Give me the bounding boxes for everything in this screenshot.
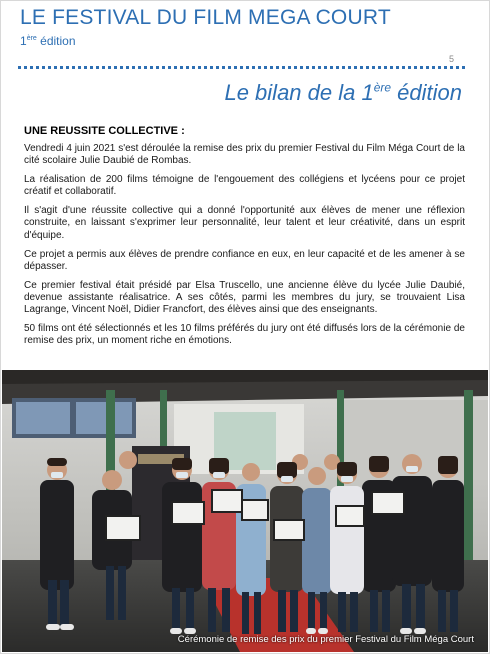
paragraph: 50 films ont été sélectionnés et les 10 films préférés du jury ont été diffusés lors de la cérémonie de remise des prix, un moment riche en émotions.: [24, 323, 465, 347]
paragraph: Il s'agit d'une réussite collective qui a donné l'opportunité aux élèves de mener une réflexion construite, en laissant s'exprimer leur personnalité, leur talent et leur créativité, dans un esprit d'équipe.: [24, 205, 465, 241]
section-heading: UNE REUSSITE COLLECTIVE :: [24, 125, 185, 137]
paragraph: La réalisation de 200 films témoigne de l'engouement des collégiens et lycéens pour ce projet créatif et collaboratif.: [24, 174, 465, 198]
section-title: [224, 80, 462, 106]
ceremony-photo: [2, 370, 488, 652]
document-title: LE FESTIVAL DU FILM MEGA COURT: [20, 6, 391, 29]
paragraph: Vendredi 4 juin 2021 s'est déroulée la remise des prix du premier Festival du Film Méga Court de la cité scolaire Julie Daubié de Rombas.: [24, 143, 465, 167]
section-title-prefix: Le bilan de la 1: [224, 80, 374, 105]
dotted-divider: [18, 66, 465, 69]
ceremony-photo-illustration: [2, 370, 488, 652]
photo-caption: Cérémonie de remise des prix du premier Festival du Film Méga Court: [177, 634, 474, 645]
article-body: [24, 143, 465, 354]
paragraph: Ce premier festival était présidé par Elsa Truscello, une ancienne élève du lycée Julie Daubié, devenue assistante réalisatrice. A ses côtés, parmi les membres du jury, se trouvaient Lisa Lagrange, Vincent Noël, Didier Francfort, des élèves ainsi que des enseignants.: [24, 279, 465, 316]
edition-superscript: ère: [26, 35, 37, 42]
page-number: 5: [449, 54, 455, 64]
section-title-end: édition: [391, 80, 462, 105]
section-title-superscript: ère: [373, 80, 392, 95]
edition-word: édition: [36, 34, 76, 48]
edition-label: [20, 34, 76, 48]
paragraph: Ce projet a permis aux élèves de prendre confiance en eux, en leur capacité et de les amener à se dépasser.: [24, 248, 465, 272]
edition-number: 1: [20, 34, 27, 48]
